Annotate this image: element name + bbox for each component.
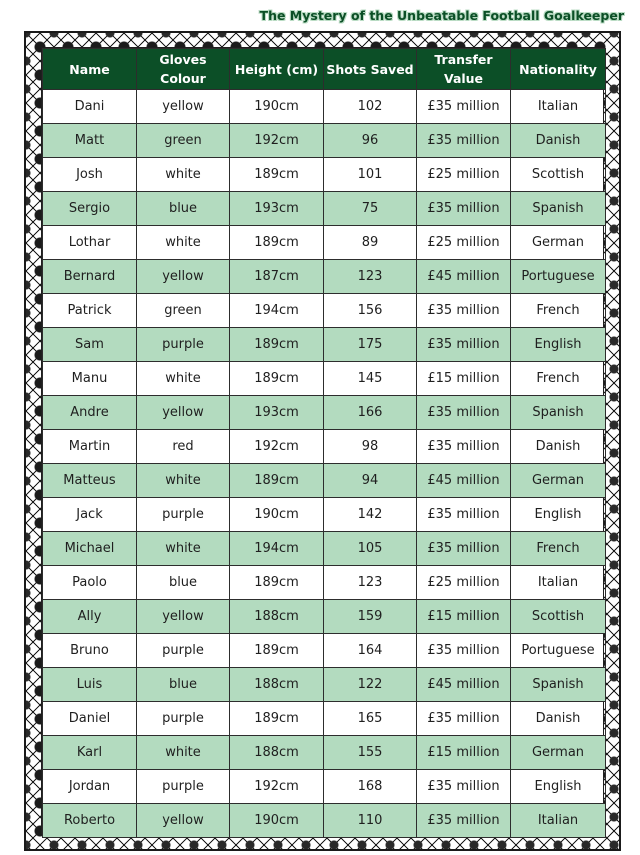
cell-gloves-colour: white: [137, 464, 230, 498]
cell-nationality: French: [511, 294, 606, 328]
cell-nationality: French: [511, 532, 606, 566]
cell-height: 194cm: [230, 532, 324, 566]
cell-name: Manu: [43, 362, 137, 396]
table-row: [43, 294, 606, 328]
cell-transfer-value: £35 million: [417, 90, 511, 124]
cell-gloves-colour: yellow: [137, 90, 230, 124]
cell-gloves-colour: yellow: [137, 804, 230, 838]
cell-shots-saved: 168: [324, 770, 417, 804]
cell-nationality: German: [511, 464, 606, 498]
cell-name: Daniel: [43, 702, 137, 736]
cell-name: Dani: [43, 90, 137, 124]
table-row: [43, 600, 606, 634]
table-header-row: [43, 49, 606, 90]
cell-nationality: German: [511, 226, 606, 260]
cell-shots-saved: 75: [324, 192, 417, 226]
table-row: [43, 362, 606, 396]
cell-nationality: English: [511, 498, 606, 532]
cell-transfer-value: £35 million: [417, 396, 511, 430]
cell-nationality: Italian: [511, 90, 606, 124]
cell-gloves-colour: white: [137, 362, 230, 396]
cell-transfer-value: £45 million: [417, 260, 511, 294]
cell-height: 189cm: [230, 226, 324, 260]
cell-name: Sam: [43, 328, 137, 362]
cell-shots-saved: 94: [324, 464, 417, 498]
cell-height: 190cm: [230, 90, 324, 124]
header-transfer-value: Transfer Value: [417, 49, 511, 90]
cell-nationality: Italian: [511, 804, 606, 838]
table-body: [43, 90, 606, 838]
cell-gloves-colour: yellow: [137, 396, 230, 430]
cell-transfer-value: £45 million: [417, 464, 511, 498]
cell-shots-saved: 110: [324, 804, 417, 838]
cell-shots-saved: 105: [324, 532, 417, 566]
cell-gloves-colour: blue: [137, 192, 230, 226]
cell-shots-saved: 165: [324, 702, 417, 736]
cell-name: Josh: [43, 158, 137, 192]
cell-name: Luis: [43, 668, 137, 702]
cell-nationality: Italian: [511, 566, 606, 600]
cell-transfer-value: £35 million: [417, 192, 511, 226]
cell-nationality: Portuguese: [511, 260, 606, 294]
cell-gloves-colour: yellow: [137, 260, 230, 294]
table-row: [43, 532, 606, 566]
goalkeeper-table-container: [41, 47, 604, 834]
cell-name: Lothar: [43, 226, 137, 260]
cell-gloves-colour: white: [137, 736, 230, 770]
cell-gloves-colour: green: [137, 294, 230, 328]
cell-height: 188cm: [230, 668, 324, 702]
cell-gloves-colour: green: [137, 124, 230, 158]
cell-gloves-colour: blue: [137, 668, 230, 702]
table-row: [43, 736, 606, 770]
table-row: [43, 430, 606, 464]
cell-transfer-value: £35 million: [417, 804, 511, 838]
cell-nationality: English: [511, 328, 606, 362]
cell-height: 194cm: [230, 294, 324, 328]
cell-height: 189cm: [230, 158, 324, 192]
cell-transfer-value: £15 million: [417, 736, 511, 770]
cell-height: 187cm: [230, 260, 324, 294]
table-row: [43, 634, 606, 668]
cell-transfer-value: £25 million: [417, 158, 511, 192]
cell-name: Ally: [43, 600, 137, 634]
cell-name: Jack: [43, 498, 137, 532]
table-row: [43, 192, 606, 226]
header-name: Name: [43, 49, 137, 90]
cell-height: 190cm: [230, 804, 324, 838]
cell-name: Martin: [43, 430, 137, 464]
cell-gloves-colour: white: [137, 532, 230, 566]
cell-height: 189cm: [230, 328, 324, 362]
cell-shots-saved: 155: [324, 736, 417, 770]
table-row: [43, 804, 606, 838]
table-row: [43, 260, 606, 294]
table-row: [43, 124, 606, 158]
cell-shots-saved: 102: [324, 90, 417, 124]
cell-nationality: French: [511, 362, 606, 396]
goalkeeper-table: [42, 48, 606, 838]
cell-transfer-value: £25 million: [417, 226, 511, 260]
header-nationality: Nationality: [511, 49, 606, 90]
cell-name: Andre: [43, 396, 137, 430]
cell-gloves-colour: purple: [137, 770, 230, 804]
cell-nationality: Danish: [511, 124, 606, 158]
table-row: [43, 702, 606, 736]
cell-transfer-value: £45 million: [417, 668, 511, 702]
cell-name: Bruno: [43, 634, 137, 668]
cell-height: 188cm: [230, 600, 324, 634]
cell-height: 189cm: [230, 362, 324, 396]
cell-name: Matteus: [43, 464, 137, 498]
cell-name: Sergio: [43, 192, 137, 226]
cell-shots-saved: 101: [324, 158, 417, 192]
table-row: [43, 158, 606, 192]
cell-name: Matt: [43, 124, 137, 158]
cell-height: 189cm: [230, 464, 324, 498]
cell-height: 190cm: [230, 498, 324, 532]
table-row: [43, 226, 606, 260]
cell-nationality: Danish: [511, 430, 606, 464]
cell-shots-saved: 98: [324, 430, 417, 464]
cell-gloves-colour: red: [137, 430, 230, 464]
table-row: [43, 668, 606, 702]
cell-transfer-value: £15 million: [417, 600, 511, 634]
cell-gloves-colour: purple: [137, 498, 230, 532]
cell-height: 192cm: [230, 430, 324, 464]
cell-height: 188cm: [230, 736, 324, 770]
table-row: [43, 90, 606, 124]
cell-height: 189cm: [230, 634, 324, 668]
cell-transfer-value: £35 million: [417, 532, 511, 566]
cell-name: Roberto: [43, 804, 137, 838]
cell-shots-saved: 175: [324, 328, 417, 362]
cell-gloves-colour: white: [137, 226, 230, 260]
cell-shots-saved: 159: [324, 600, 417, 634]
cell-shots-saved: 123: [324, 566, 417, 600]
cell-transfer-value: £35 million: [417, 770, 511, 804]
cell-transfer-value: £35 million: [417, 634, 511, 668]
cell-shots-saved: 96: [324, 124, 417, 158]
cell-height: 189cm: [230, 702, 324, 736]
header-gloves-colour: Gloves Colour: [137, 49, 230, 90]
cell-nationality: Scottish: [511, 158, 606, 192]
cell-name: Paolo: [43, 566, 137, 600]
cell-gloves-colour: yellow: [137, 600, 230, 634]
table-row: [43, 464, 606, 498]
table-row: [43, 396, 606, 430]
cell-nationality: German: [511, 736, 606, 770]
cell-name: Jordan: [43, 770, 137, 804]
cell-gloves-colour: purple: [137, 634, 230, 668]
cell-name: Patrick: [43, 294, 137, 328]
cell-transfer-value: £35 million: [417, 294, 511, 328]
cell-shots-saved: 156: [324, 294, 417, 328]
page-title: The Mystery of the Unbeatable Football Goalkeeper: [259, 8, 624, 23]
cell-gloves-colour: blue: [137, 566, 230, 600]
cell-transfer-value: £35 million: [417, 498, 511, 532]
cell-nationality: Portuguese: [511, 634, 606, 668]
header-height: Height (cm): [230, 49, 324, 90]
cell-shots-saved: 122: [324, 668, 417, 702]
cell-gloves-colour: purple: [137, 702, 230, 736]
cell-nationality: Danish: [511, 702, 606, 736]
cell-transfer-value: £15 million: [417, 362, 511, 396]
cell-nationality: Spanish: [511, 396, 606, 430]
cell-shots-saved: 166: [324, 396, 417, 430]
cell-height: 193cm: [230, 396, 324, 430]
header-shots-saved: Shots Saved: [324, 49, 417, 90]
cell-shots-saved: 145: [324, 362, 417, 396]
cell-nationality: Spanish: [511, 668, 606, 702]
table-row: [43, 566, 606, 600]
cell-nationality: Scottish: [511, 600, 606, 634]
cell-shots-saved: 142: [324, 498, 417, 532]
cell-gloves-colour: white: [137, 158, 230, 192]
cell-shots-saved: 164: [324, 634, 417, 668]
cell-height: 189cm: [230, 566, 324, 600]
cell-transfer-value: £35 million: [417, 430, 511, 464]
cell-name: Karl: [43, 736, 137, 770]
cell-shots-saved: 89: [324, 226, 417, 260]
cell-height: 193cm: [230, 192, 324, 226]
cell-name: Michael: [43, 532, 137, 566]
cell-transfer-value: £35 million: [417, 124, 511, 158]
table-row: [43, 328, 606, 362]
table-row: [43, 770, 606, 804]
cell-height: 192cm: [230, 770, 324, 804]
cell-height: 192cm: [230, 124, 324, 158]
cell-nationality: English: [511, 770, 606, 804]
cell-transfer-value: £25 million: [417, 566, 511, 600]
cell-name: Bernard: [43, 260, 137, 294]
cell-shots-saved: 123: [324, 260, 417, 294]
cell-transfer-value: £35 million: [417, 702, 511, 736]
cell-nationality: Spanish: [511, 192, 606, 226]
table-row: [43, 498, 606, 532]
cell-transfer-value: £35 million: [417, 328, 511, 362]
cell-gloves-colour: purple: [137, 328, 230, 362]
